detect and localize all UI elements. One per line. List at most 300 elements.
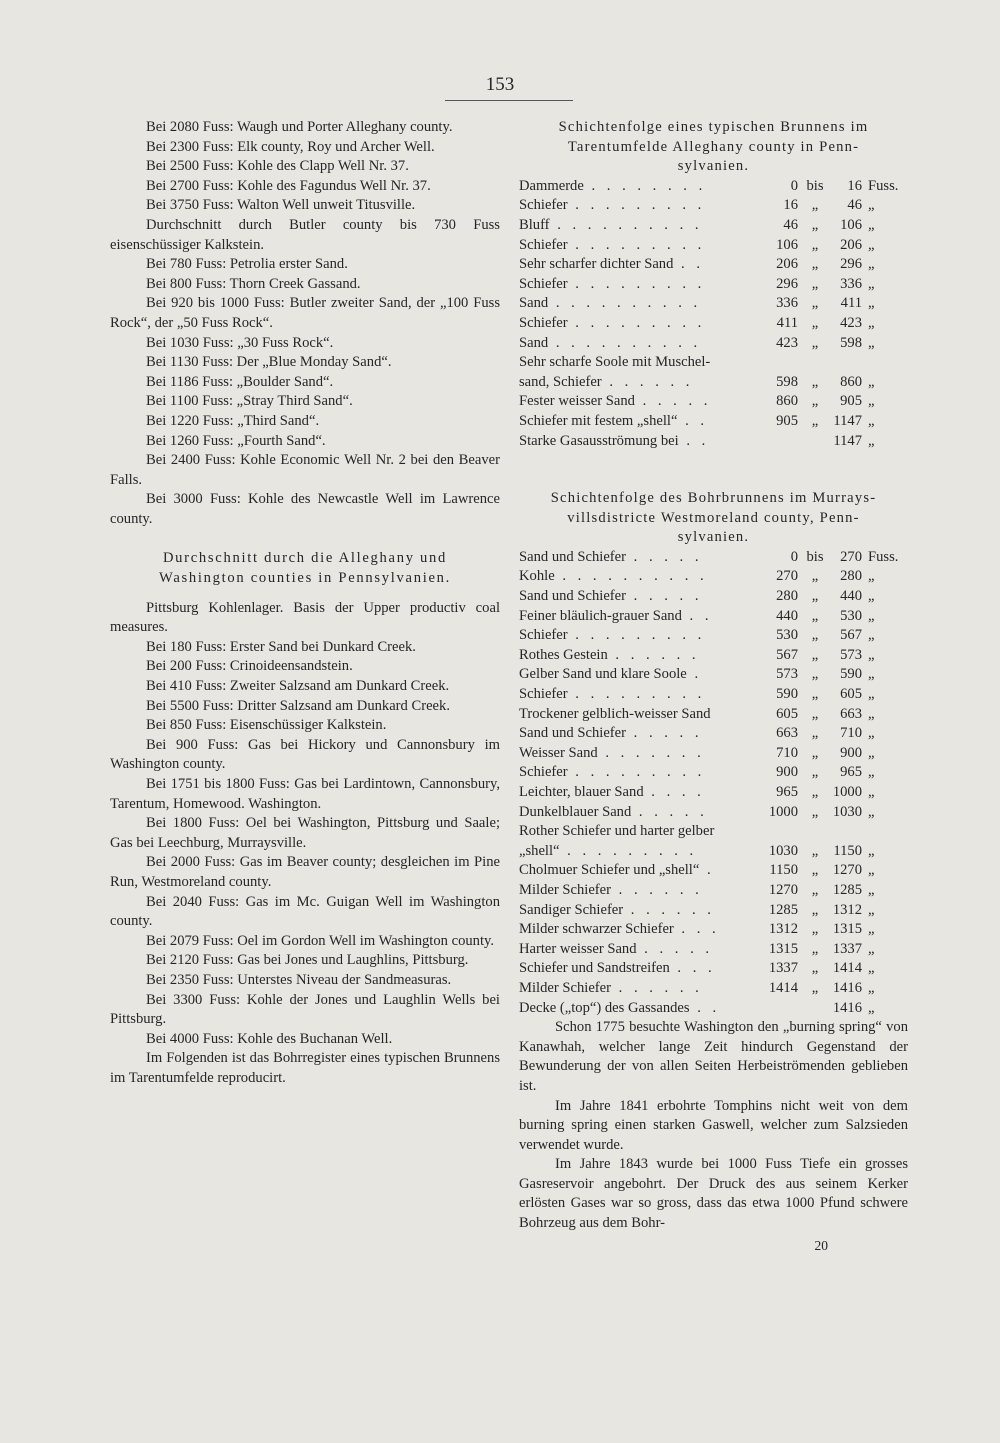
depth-from: 1000 [768,803,798,820]
depth-to: 296 [840,256,862,273]
depth-from: 663 [776,725,798,742]
depth-sep: „ [811,979,819,996]
layer-label: Schiefer [519,686,568,703]
depth-sep: „ [811,334,819,351]
depth-from: 530 [776,627,798,644]
paragraph: Bei 1751 bis 1800 Fuss: Gas bei Lardintown, Cannonsbury, Tarentum, Homewood. Washington. [110,776,500,812]
depth-unit: „ [868,216,875,233]
layer-label: Schiefer [519,764,568,781]
depth-to: 106 [840,216,862,233]
depth-unit: „ [868,842,875,859]
layer-label: Schiefer [519,627,568,644]
depth-from: 567 [776,646,798,663]
layer-label: Sand und Schiefer [519,588,626,605]
layer-name [519,959,750,979]
table-row [519,294,908,314]
layer-label: Leichter, blauer Sand [519,784,644,800]
paragraph: Bei 3750 Fuss: Walton Well unweit Titusville. [146,197,416,214]
depth-unit: „ [868,881,875,898]
layer-name [519,236,750,256]
depth-sep: „ [811,373,819,390]
table-row [519,744,908,764]
paragraph: Bei 3300 Fuss: Kohle der Jones und Laughlin Wells bei Pittsburg. [110,991,500,1028]
depth-from: 605 [776,705,798,722]
depth-from: 860 [776,393,798,410]
depth-unit: „ [868,627,875,644]
layer-name [519,744,750,764]
table-row [519,587,908,607]
layer-label: sand, Schiefer [519,373,602,390]
depth-sep [802,999,828,1019]
table2-heading-line: Schichtenfolge des Bohrbrunnens im Murrays- [550,490,877,507]
depth-to: 1315 [832,921,862,938]
depth-unit: „ [868,314,875,331]
paragraph: Bei 3000 Fuss: Kohle des Newcastle Well im Lawrence county. [110,491,500,527]
depth-from: 280 [776,588,798,605]
table-row [519,353,908,373]
depth-sep: „ [811,803,819,820]
depth-unit: „ [868,979,875,996]
leader-dots: . . . . . . [611,881,703,898]
table-row [519,548,908,568]
layer-name [519,842,750,862]
depth-to: 590 [840,666,862,683]
depth-sep: „ [811,725,819,742]
layer-name [519,822,750,842]
paragraph: Bei 800 Fuss: Thorn Creek Gassand. [146,275,361,292]
leader-dots: . . . . . . . . [583,177,707,194]
layer-name [519,626,750,646]
table-row [519,626,908,646]
paragraph: Bei 2080 Fuss: Waugh und Porter Alleghany county. [146,119,453,135]
layer-label: Rothes Gestein [519,646,608,663]
depth-to: 567 [840,627,862,644]
depth-from: 573 [776,666,798,683]
leader-dots: . [686,666,703,683]
table-row [519,979,908,999]
depth-sep: „ [811,784,819,800]
section-heading [110,549,500,588]
table-row [519,822,908,842]
table-row [519,392,908,412]
paragraph: Bei 2350 Fuss: Unterstes Niveau der Sandmeasuras. [146,971,452,988]
paragraph: Bei 2120 Fuss: Gas bei Jones und Laughlins, Pittsburg. [146,952,469,969]
depth-from: 1315 [768,940,798,957]
paragraph: Bei 1030 Fuss: „30 Fuss Rock“. [146,334,334,351]
depth-unit: „ [868,197,875,214]
depth-sep: „ [811,862,819,879]
header-rule [445,100,573,101]
depth-to: 573 [840,646,862,663]
depth-sep: bis [806,548,824,565]
table2 [519,548,908,1018]
layer-label: Schiefer [519,314,568,331]
depth-unit: „ [868,999,875,1016]
depth-sep: „ [811,314,819,331]
leader-dots: . . [681,607,713,624]
paragraph: Durchschnitt durch Butler county bis 730 Fuss eisenschüssiger Kalkstein. [110,216,500,253]
signature-mark: 20 [814,1237,828,1253]
layer-label: Dunkelblauer Sand [519,803,632,820]
leader-dots: . . . . . [626,725,703,742]
left-paragraphs-a [110,118,500,529]
depth-sep: „ [811,881,819,898]
depth-from: 16 [783,197,798,214]
depth-to: 1030 [832,803,862,820]
depth-sep: „ [811,764,819,781]
leader-dots: . . . . . . [611,979,703,996]
table1-heading-line: Tarentumfelde Alleghany county in Penn- [567,138,860,155]
table-row [519,783,908,803]
paragraph: Im Jahre 1843 wurde bei 1000 Fuss Tiefe ein grosses Gasreservoir angebohrt. Der Druck des aus seinem Kerker erlösten Gases war so gross, dass das etwa 1000 Pfund schwere Bohrzeug aus dem Bohr- [519,1156,908,1232]
depth-from: 336 [776,295,798,312]
paragraph: Im Jahre 1841 erbohrte Tomphins nicht weit von dem burning spring einen starken Gaswell, welcher zum Salzsieden verwendet wurde. [519,1097,908,1153]
leader-dots: . . . . . . . . . . [548,295,702,312]
table-row [519,255,908,275]
depth-from [750,822,802,842]
table-row [519,236,908,256]
table-row [519,685,908,705]
leader-dots: . . . . . . . . . [559,842,698,859]
layer-label: „shell“ [519,842,560,859]
layer-name [519,587,750,607]
depth-to: 1285 [832,881,862,898]
paragraph: Bei 2700 Fuss: Kohle des Fagundus Well Nr. 37. [146,177,431,194]
layer-label: Sand [519,295,549,312]
depth-unit: „ [868,432,875,449]
layer-label: Weisser Sand [519,744,598,761]
depth-unit: „ [868,666,875,683]
leader-dots: . . . . . . [607,646,700,663]
depth-from: 296 [776,275,798,292]
layer-name [519,646,750,666]
layer-label: Sehr scharfer dichter Sand [519,256,674,273]
depth-unit: „ [868,607,875,624]
table-row [519,314,908,334]
depth-to: 605 [840,686,862,703]
depth-to: 336 [840,275,862,292]
leader-dots: . . . . [643,784,705,800]
depth-unit: „ [868,334,875,351]
depth-sep: „ [811,646,819,663]
layer-label: Sehr scharfe Soole mit Muschel- [519,354,711,371]
depth-unit: „ [868,784,875,800]
depth-sep [802,432,828,452]
depth-unit: „ [868,705,875,722]
layer-name [519,392,750,412]
leader-dots: . . . . . [626,588,703,605]
layer-label: Sand [519,334,549,351]
layer-label: Sand und Schiefer [519,548,626,565]
layer-label: Milder Schiefer [519,979,611,996]
leader-dots: . . . . . . . . . [567,627,706,644]
paragraph: Bei 1220 Fuss: „Third Sand“. [146,412,320,429]
layer-name [519,920,750,940]
table1-heading-line: Schichtenfolge eines typischen Brunnens im [558,119,869,135]
table-row [519,177,908,197]
depth-from: 1030 [768,842,798,859]
depth-from: 411 [776,314,798,331]
depth-sep: „ [811,666,819,683]
depth-from: 1414 [768,979,798,996]
table-row [519,275,908,295]
depth-to: 270 [840,548,862,565]
table-row [519,999,908,1019]
leader-dots: . . . . . [636,940,714,957]
layer-name [519,196,750,216]
layer-name [519,763,750,783]
layer-label: Milder Schiefer [519,881,611,898]
depth-to: 860 [840,373,862,390]
depth-to [828,822,862,842]
depth-from: 900 [776,764,798,781]
depth-to: 411 [840,295,862,312]
section-heading-line: Washington counties in Pennsylvanien. [159,570,451,587]
depth-to: 1337 [832,940,862,957]
paragraph: Bei 1260 Fuss: „Fourth Sand“. [146,432,326,449]
depth-sep: „ [811,607,819,624]
depth-to [828,353,862,373]
table-row [519,373,908,393]
layer-name [519,685,750,705]
depth-sep: „ [811,705,819,722]
depth-to: 46 [847,197,862,214]
depth-to: 423 [840,314,862,331]
layer-label: Harter weisser Sand [519,940,637,957]
paragraph: Bei 180 Fuss: Erster Sand bei Dunkard Creek. [146,638,416,655]
table-row [519,646,908,666]
table-row [519,861,908,881]
depth-from [750,353,802,373]
depth-to: 900 [840,744,862,761]
layer-name [519,255,750,275]
table-row [519,665,908,685]
depth-unit: „ [868,940,875,957]
depth-sep: „ [811,568,819,585]
depth-from: 1150 [769,862,798,879]
table-row [519,763,908,783]
depth-unit: „ [868,862,875,879]
depth-from: 1337 [768,960,798,977]
right-paragraphs [519,1018,908,1234]
depth-from [750,999,802,1019]
paragraph: Pittsburg Kohlenlager. Basis der Upper productiv coal measures. [110,599,500,636]
layer-name [519,705,750,725]
depth-unit: „ [868,412,875,429]
leader-dots: . . [689,999,721,1016]
depth-from [750,432,802,452]
layer-name [519,724,750,744]
depth-to: 1150 [833,842,862,859]
table-row [519,940,908,960]
paragraph: Bei 2300 Fuss: Elk county, Roy und Archer Well. [146,138,435,155]
leader-dots: . . . . . . . . . . [548,334,702,351]
depth-from: 440 [776,607,798,624]
leader-dots: . . . . . . [623,901,715,918]
table-row [519,803,908,823]
table1 [519,177,908,451]
leader-dots: . . . . . . . . . [567,686,706,703]
layer-name [519,665,750,685]
depth-sep: „ [811,236,819,253]
depth-from: 965 [776,784,798,800]
depth-unit: „ [868,921,875,938]
paragraph: Bei 900 Fuss: Gas bei Hickory und Cannonsbury im Washington county. [110,736,500,773]
depth-sep: „ [811,940,819,957]
table-row [519,567,908,587]
layer-name [519,803,750,823]
depth-from: 0 [790,548,798,565]
left-column [110,118,500,1089]
depth-unit: „ [868,295,875,312]
depth-sep: „ [811,412,819,429]
leader-dots: . . . . . . . . . [567,236,706,253]
depth-to: 440 [840,588,862,605]
paragraph: Bei 410 Fuss: Zweiter Salzsand am Dunkard Creek. [146,678,450,695]
leader-dots: . . [677,412,709,429]
depth-unit: „ [868,588,875,605]
table-row [519,842,908,862]
depth-to: 530 [840,607,862,624]
paragraph: Bei 1100 Fuss: „Stray Third Sand“. [146,393,353,410]
depth-unit: „ [868,373,875,390]
depth-from: 0 [790,177,798,194]
table-row [519,216,908,236]
depth-unit: „ [868,686,875,703]
depth-from: 598 [776,373,798,390]
depth-from: 590 [776,686,798,703]
layer-label: Milder schwarzer Schiefer [519,921,674,938]
depth-from: 905 [776,412,798,429]
depth-from: 423 [776,334,798,351]
paragraph: Bei 1130 Fuss: Der „Blue Monday Sand“. [146,354,392,371]
paragraph: Schon 1775 besuchte Washington den „burning spring“ von Kanawhah, welcher lange Zeit hindurch Gegenstand der Bewunderung der von allen Seiten Herbeiströmenden geblieben ist. [519,1019,908,1094]
leader-dots: . . . . . . [601,373,694,390]
paragraph: Bei 2000 Fuss: Gas im Beaver county; desgleichen im Pine Run, Westmoreland county. [110,854,500,890]
leader-dots: . . . . . [631,803,708,820]
layer-label: Sand und Schiefer [519,725,626,742]
layer-name [519,901,750,921]
layer-name [519,334,750,354]
layer-label: Schiefer [519,197,568,214]
depth-to: 1000 [832,784,862,800]
depth-unit: „ [868,275,875,292]
layer-name [519,353,750,373]
right-column [519,118,908,1255]
layer-name [519,940,750,960]
depth-sep: „ [811,256,819,273]
depth-to: 965 [840,764,862,781]
layer-name [519,432,750,452]
depth-sep [802,353,828,373]
layer-label: Cholmuer Schiefer und „shell“ [519,862,700,879]
layer-label: Bluff [519,216,550,233]
paragraph: Bei 2040 Fuss: Gas im Mc. Guigan Well im Washington county. [110,893,500,930]
depth-sep: bis [806,177,824,194]
leader-dots: . . . . . . . . . . [554,568,708,585]
layer-label: Sandiger Schiefer [519,901,624,918]
paragraph: Bei 1800 Fuss: Oel bei Washington, Pittsburg und Saale; Gas bei Leechburg, Murraysville. [110,815,500,851]
depth-from: 270 [776,568,798,585]
layer-label: Dammerde [519,177,584,194]
depth-to: 1312 [832,901,862,918]
depth-to: 16 [847,177,862,194]
depth-from: 1285 [768,901,798,918]
leader-dots: . . . . . [626,548,703,565]
depth-unit: „ [868,646,875,663]
table-row [519,334,908,354]
depth-sep: „ [811,627,819,644]
layer-name [519,567,750,587]
depth-to: 1147 [833,412,862,429]
depth-sep: „ [811,686,819,703]
page-number: 153 [485,74,515,95]
layer-label: Feiner bläulich-grauer Sand [519,607,682,624]
layer-label: Kohle [519,568,555,585]
layer-name [519,294,750,314]
depth-sep: „ [811,197,819,214]
depth-unit: „ [868,803,875,820]
paragraph: Bei 1186 Fuss: „Boulder Sand“. [146,373,334,390]
depth-from: 46 [783,216,798,233]
layer-label: Schiefer mit festem „shell“ [519,412,678,429]
depth-to: 1414 [832,960,862,977]
layer-name [519,607,750,627]
table2-heading [519,489,908,548]
table-row [519,196,908,216]
depth-sep: „ [811,393,819,410]
paragraph: Bei 850 Fuss: Eisenschüssiger Kalkstein. [146,717,387,734]
layer-name [519,783,750,803]
depth-sep [802,822,828,842]
paragraph: Bei 4000 Fuss: Kohle des Buchanan Well. [146,1030,393,1047]
layer-name [519,373,750,393]
depth-unit: „ [868,393,875,410]
table1-heading-line: sylvanien. [677,158,750,175]
depth-sep: „ [811,744,819,761]
depth-unit: „ [868,960,875,977]
depth-to: 1416 [832,979,862,996]
leader-dots: . . . . . . . . . [567,314,706,331]
layer-name [519,999,750,1019]
depth-sep: „ [811,960,819,977]
layer-label: Schiefer [519,236,568,253]
leader-dots: . . . . . . . . . [567,275,706,292]
paragraph: Bei 5500 Fuss: Dritter Salzsand am Dunkard Creek. [146,697,450,714]
depth-sep: „ [811,921,819,938]
leader-dots: . . . . . . . . . [567,197,706,214]
depth-to: 1270 [832,862,862,879]
layer-name [519,275,750,295]
layer-label: Fester weisser Sand [519,393,635,410]
layer-name [519,177,750,197]
paragraph: Bei 200 Fuss: Crinoideensandstein. [146,658,353,675]
depth-sep: „ [811,842,819,859]
depth-unit: Fuss. [868,548,899,565]
depth-to: 1416 [832,999,862,1016]
table-row [519,901,908,921]
paragraph: Bei 2400 Fuss: Kohle Economic Well Nr. 2 bei den Beaver Falls. [110,452,500,488]
left-paragraphs-b [110,599,500,1089]
paragraph: Bei 780 Fuss: Petrolia erster Sand. [146,256,348,273]
table-row [519,705,908,725]
table-row [519,412,908,432]
layer-label: Gelber Sand und klare Soole [519,666,687,683]
leader-dots: . . . [673,921,720,938]
layer-name [519,861,750,881]
leader-dots: . . [678,432,710,449]
depth-sep: „ [811,216,819,233]
